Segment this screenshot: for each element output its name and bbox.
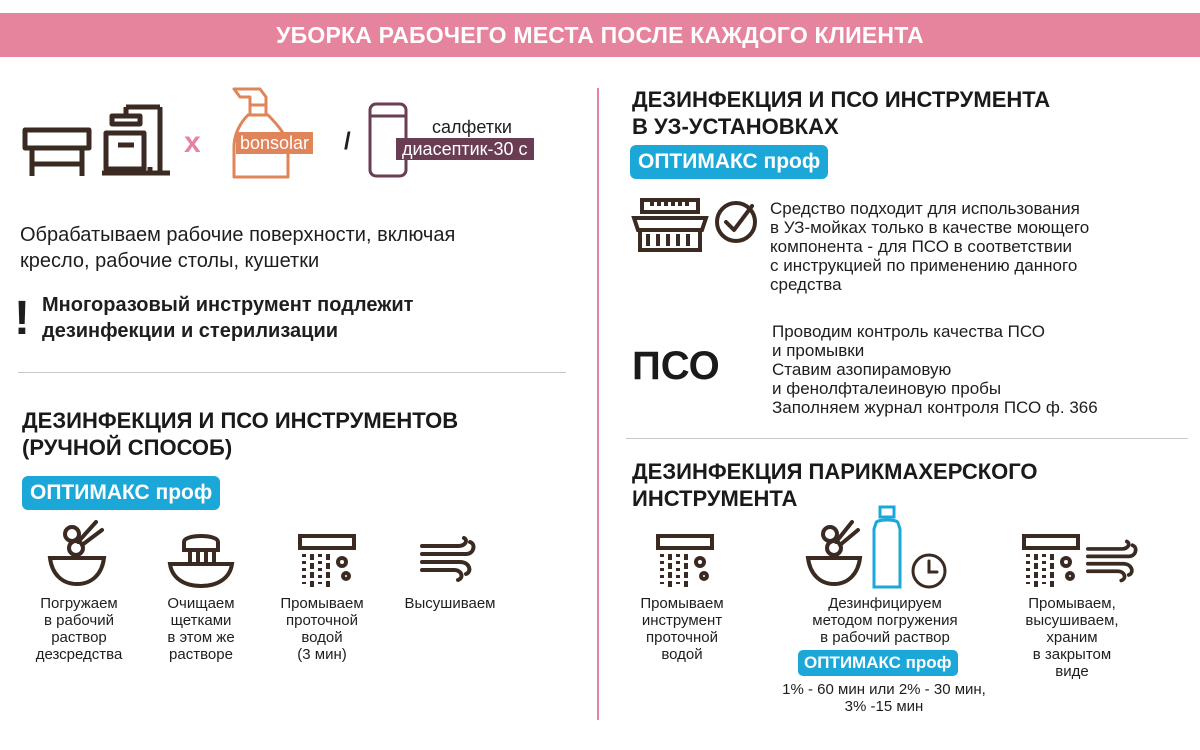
pso-label: ПСО bbox=[632, 344, 720, 388]
header-banner bbox=[0, 13, 1200, 57]
spray-brand-label: bonsolar bbox=[236, 132, 313, 154]
clock-icon bbox=[910, 552, 948, 590]
wipes-label: салфетки bbox=[432, 117, 512, 137]
surfaces-text: Обрабатываем рабочие поверхности, включая кресло, рабочие столы, кушетки bbox=[20, 224, 456, 272]
faucet-icon bbox=[298, 534, 358, 590]
section-divider-left bbox=[18, 372, 566, 373]
step-caption-rinse: Промываем проточной водой (3 мин) bbox=[280, 595, 364, 663]
manual-product-badge: ОПТИМАКС проф bbox=[22, 476, 220, 510]
step-caption-brush: Очищаем щетками в этом же растворе bbox=[167, 595, 235, 663]
manual-heading: ДЕЗИНФЕКЦИЯ И ПСО ИНСТРУМЕНТОВ (РУЧНОЙ СПОСОБ) bbox=[22, 408, 459, 460]
step-caption-immerse: Погружаем в рабочий раствор дезсредства bbox=[35, 595, 123, 663]
faucet-icon-rinse-dry bbox=[1022, 534, 1082, 590]
warning-mark: ! bbox=[14, 292, 30, 345]
exposure-times: 1% - 60 мин или 2% - 30 мин, 3% -15 мин bbox=[782, 681, 986, 715]
immersion-bowl-icon-hairdresser bbox=[804, 518, 864, 588]
brush-bowl-icon bbox=[166, 530, 236, 590]
section-divider-right bbox=[626, 438, 1188, 439]
faucet-icon-hairdresser bbox=[656, 534, 716, 590]
table-icon bbox=[22, 122, 92, 177]
multiply-sign: x bbox=[184, 126, 201, 159]
banner-title: УБОРКА РАБОЧЕГО МЕСТА ПОСЛЕ КАЖДОГО КЛИЕНТА bbox=[276, 22, 924, 48]
ultrasonic-heading: ДЕЗИНФЕКЦИЯ И ПСО ИНСТРУМЕНТА В УЗ-УСТАНОВКАХ bbox=[632, 87, 1051, 139]
wind-icon bbox=[420, 538, 476, 580]
checkmark-circle-icon bbox=[714, 200, 758, 244]
disinfectant-bottle-icon bbox=[870, 505, 904, 591]
hairdresser-product-badge: ОПТИМАКС проф bbox=[798, 650, 958, 676]
hairdresser-heading: ДЕЗИНФЕКЦИЯ ПАРИКМАХЕРСКОГО ИНСТРУМЕНТА bbox=[632, 459, 1038, 511]
warning-text: Многоразовый инструмент подлежит дезинфекции и стерилизации bbox=[42, 294, 414, 342]
ultrasonic-tray-icon bbox=[632, 196, 708, 258]
chair-icon bbox=[100, 103, 172, 178]
slash-separator: / bbox=[344, 128, 351, 155]
pso-steps-text: Проводим контроль качества ПСО и промывки Ставим азопирамовую и фенолфталеиновую пробы Заполняем журнал контроля ПСО ф. 366 bbox=[772, 322, 1098, 417]
hairdresser-caption-rinse: Промываем инструмент проточной водой bbox=[640, 595, 724, 663]
vertical-divider bbox=[597, 88, 599, 720]
immersion-bowl-icon bbox=[44, 518, 110, 588]
ultrasonic-description: Средство подходит для использования в УЗ-мойках только в качестве моющего компонента - для ПСО в соответствии с инструкцией по применению данного средства bbox=[770, 199, 1090, 294]
ultrasonic-product-badge: ОПТИМАКС проф bbox=[630, 145, 828, 179]
hairdresser-caption-rinse-dry-store: Промываем, высушиваем, храним в закрытом виде bbox=[1025, 595, 1119, 680]
wipes-product: диасептик-30 с bbox=[396, 138, 534, 160]
step-caption-dry: Высушиваем bbox=[404, 595, 496, 612]
wind-icon-hairdresser bbox=[1086, 540, 1138, 582]
hairdresser-caption-disinfect: Дезинфицируем методом погружения в рабочий раствор bbox=[812, 595, 958, 646]
